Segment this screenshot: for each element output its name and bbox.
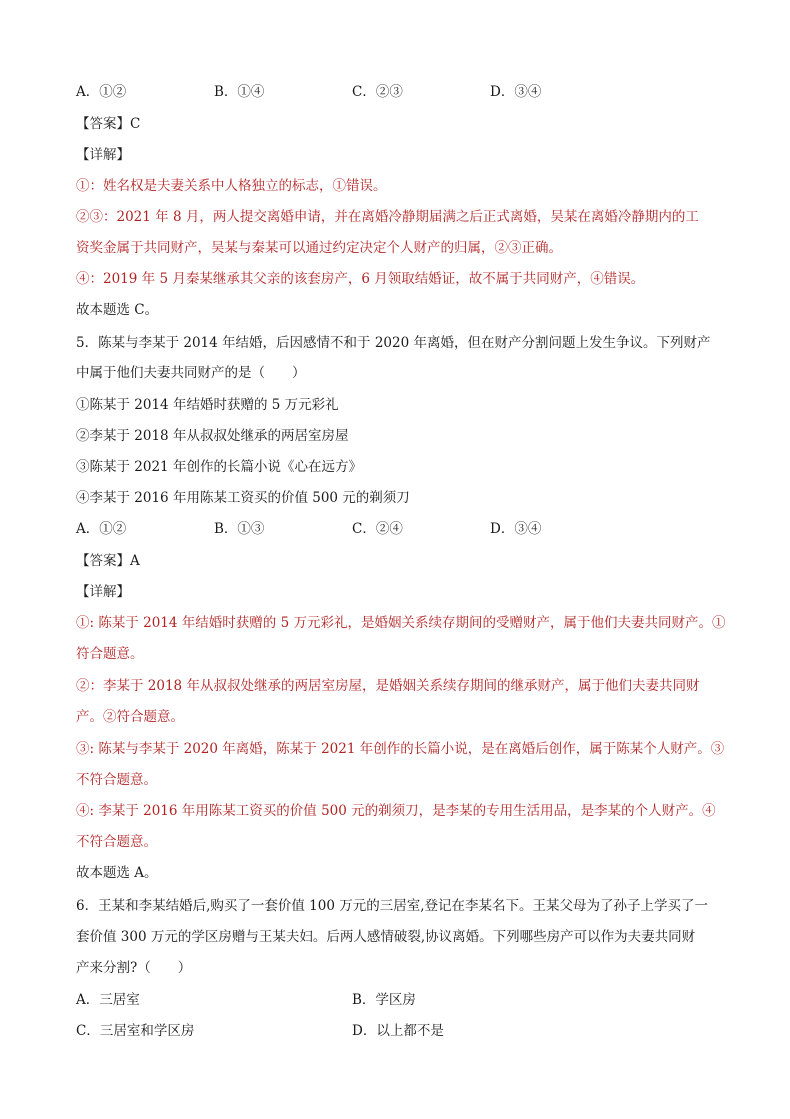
q4-explanation-1: ①：姓名权是夫妻关系中人格独立的标志，①错误。	[76, 178, 387, 194]
q6-option-b: B．学区房	[352, 992, 416, 1008]
q4-option-c: C．②③	[352, 84, 403, 100]
q5-conclusion: 故本题选 A。	[76, 865, 158, 881]
q4-detail-label: 【详解】	[76, 147, 130, 163]
q5-explanation-5: ③: 陈某与李某于 2020 年离婚，陈某于 2021 年创作的长篇小说，是在离婚后创作，属于陈某个人财产。③	[76, 741, 725, 757]
q5-detail-label: 【详解】	[76, 584, 130, 600]
q5-answer: 【答案】A	[76, 553, 140, 569]
q4-option-a: A．①②	[76, 84, 127, 100]
q4-explanation-3: 资奖金属于共同财产，吴某与秦某可以通过约定决定个人财产的归属，②③正确。	[76, 240, 562, 256]
q4-option-b: B．①④	[214, 84, 265, 100]
q5-option-a: A．①②	[76, 521, 127, 537]
q5-explanation-6: 不符合题意。	[76, 772, 157, 788]
q5-explanation-8: 不符合题意。	[76, 834, 157, 850]
q4-option-d: D．③④	[490, 84, 542, 100]
q5-option-b: B．①③	[214, 521, 265, 537]
q6-option-c: C．三居室和学区房	[76, 1023, 195, 1039]
q5-explanation-1: ①: 陈某于 2014 年结婚时获赠的 5 万元彩礼，是婚姻关系续存期间的受赠财产，属于他们夫妻共同财产。①	[76, 615, 726, 631]
q5-option-c: C．②④	[352, 521, 403, 537]
q6-option-d: D．以上都不是	[352, 1023, 444, 1039]
q5-item-4: ④李某于 2016 年用陈某工资买的价值 500 元的剃须刀	[76, 490, 410, 506]
q5-item-3: ③陈某于 2021 年创作的长篇小说《心在远方》	[76, 459, 362, 475]
q4-explanation-4: ④：2019 年 5 月秦某继承其父亲的该套房产，6 月领取结婚证，故不属于共同财产，④错误。	[76, 271, 645, 287]
q5-item-1: ①陈某于 2014 年结婚时获赠的 5 万元彩礼	[76, 397, 339, 413]
q6-stem-2: 套价值 300 万元的学区房赠与王某夫妇。后两人感情破裂,协议离婚。下列哪些房产可以作为夫妻共同财	[76, 929, 696, 945]
q5-option-d: D．③④	[490, 521, 542, 537]
q4-answer: 【答案】C	[76, 116, 141, 132]
q5-item-2: ②李某于 2018 年从叔叔处继承的两居室房屋	[76, 428, 349, 444]
q4-explanation-2: ②③：2021 年 8 月，两人提交离婚申请，并在离婚冷静期届满之后正式离婚，吴某在离婚冷静期内的工	[76, 209, 699, 225]
q6-stem-1: 6．王某和李某结婚后,购买了一套价值 100 万元的三居室,登记在李某名下。王某父母为了孙子上学买了一	[76, 898, 709, 914]
q6-option-a: A．三居室	[76, 992, 140, 1008]
q6-stem-3: 产来分割?（ ）	[76, 960, 192, 976]
q5-explanation-4: 产。②符合题意。	[76, 709, 184, 725]
q5-explanation-7: ④: 李某于 2016 年用陈某工资买的价值 500 元的剃须刀，是李某的专用生活用品，是李某的个人财产。④	[76, 803, 716, 819]
q5-explanation-2: 符合题意。	[76, 646, 144, 662]
q4-conclusion: 故本题选 C。	[76, 302, 159, 318]
q5-stem-1: 5．陈某与李某于 2014 年结婚，后因感情不和于 2020 年离婚，但在财产分割问题上发生争议。下列财产	[76, 335, 711, 351]
q5-stem-2: 中属于他们夫妻共同财产的是（ ）	[76, 365, 306, 381]
q5-explanation-3: ②：李某于 2018 年从叔叔处继承的两居室房屋，是婚姻关系续存期间的继承财产，属于他们夫妻共同财	[76, 678, 700, 694]
